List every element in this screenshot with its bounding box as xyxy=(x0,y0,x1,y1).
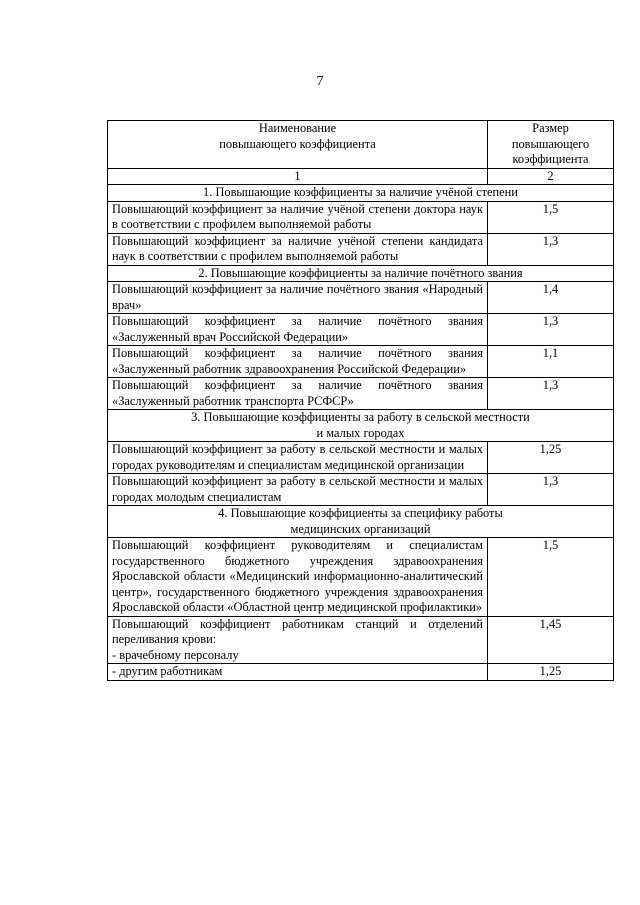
coefficient-value: 1,25 xyxy=(488,664,614,681)
coefficient-value: 1,5 xyxy=(488,538,614,617)
table-row xyxy=(108,282,614,314)
section-row xyxy=(108,506,614,538)
coefficient-value: 1,1 xyxy=(488,346,614,378)
coefficient-value: 1,3 xyxy=(488,314,614,346)
coefficient-name: Повышающий коэффициент за наличие учёной степени доктора наук в соответствии с профилем выполняемой работы xyxy=(108,201,488,233)
section-row xyxy=(108,185,614,202)
page-number: 7 xyxy=(316,74,324,89)
section-row xyxy=(108,410,614,442)
section-title: 4. Повышающие коэффициенты за специфику работы медицинских организаций xyxy=(108,506,614,538)
table-row xyxy=(108,616,614,664)
coefficient-value: 1,25 xyxy=(488,442,614,474)
column-number-2: 2 xyxy=(488,168,614,185)
coefficient-name-text: Повышающий коэффициент работникам станций и отделений переливания крови: xyxy=(112,616,483,646)
table-row xyxy=(108,346,614,378)
column-number-1: 1 xyxy=(108,168,488,185)
coefficient-name: Повышающий коэффициент за работу в сельской местности и малых городах молодым специалистам xyxy=(108,474,488,506)
coefficient-name: Повышающий коэффициент за работу в сельской местности и малых городах руководителям и специалистам медицинской организации xyxy=(108,442,488,474)
coefficients-table xyxy=(107,120,614,681)
coefficient-name: Повышающий коэффициент за наличие почётного звания «Народный врач» xyxy=(108,282,488,314)
table-row xyxy=(108,378,614,410)
coefficient-name: - другим работникам xyxy=(108,664,488,681)
section-title: 3. Повышающие коэффициенты за работу в сельской местности и малых городах xyxy=(108,410,614,442)
coefficient-name: Повышающий коэффициент за наличие почётного звания «Заслуженный работник здравоохранения Российской Федерации» xyxy=(108,346,488,378)
coefficient-name xyxy=(108,616,488,664)
coefficient-value: 1,45 xyxy=(488,616,614,664)
coefficient-name: Повышающий коэффициент руководителям и специалистам государственного бюджетного учреждения здравоохранения Ярославской области «Медицинский информационно-аналитический центр», государственного бюджетного учреждения здравоохранения Ярославской области «Областной центр медицинской профилактики» xyxy=(108,538,488,617)
header-name: Наименование повышающего коэффициента xyxy=(108,121,488,169)
table-row xyxy=(108,538,614,617)
coefficient-value: 1,3 xyxy=(488,233,614,265)
table-row xyxy=(108,314,614,346)
coefficient-value: 1,3 xyxy=(488,474,614,506)
table-row xyxy=(108,201,614,233)
table-header-row xyxy=(108,121,614,169)
header-size: Размер повышающего коэффициента xyxy=(488,121,614,169)
section-row xyxy=(108,265,614,282)
table-row xyxy=(108,474,614,506)
coefficient-value: 1,3 xyxy=(488,378,614,410)
coefficient-name: Повышающий коэффициент за наличие почётного звания «Заслуженный работник транспорта РСФСР» xyxy=(108,378,488,410)
coefficient-name: Повышающий коэффициент за наличие почётного звания «Заслуженный врач Российской Федерации» xyxy=(108,314,488,346)
section-title: 2. Повышающие коэффициенты за наличие почётного звания xyxy=(108,265,614,282)
table-number-row xyxy=(108,168,614,185)
table-row xyxy=(108,442,614,474)
coefficient-value: 1,5 xyxy=(488,201,614,233)
table-row xyxy=(108,664,614,681)
section-title: 1. Повышающие коэффициенты за наличие учёной степени xyxy=(108,185,614,202)
coefficient-subitem: - врачебному персоналу xyxy=(112,647,239,662)
table-row xyxy=(108,233,614,265)
coefficient-name: Повышающий коэффициент за наличие учёной степени кандидата наук в соответствии с профилем выполняемой работы xyxy=(108,233,488,265)
coefficient-value: 1,4 xyxy=(488,282,614,314)
